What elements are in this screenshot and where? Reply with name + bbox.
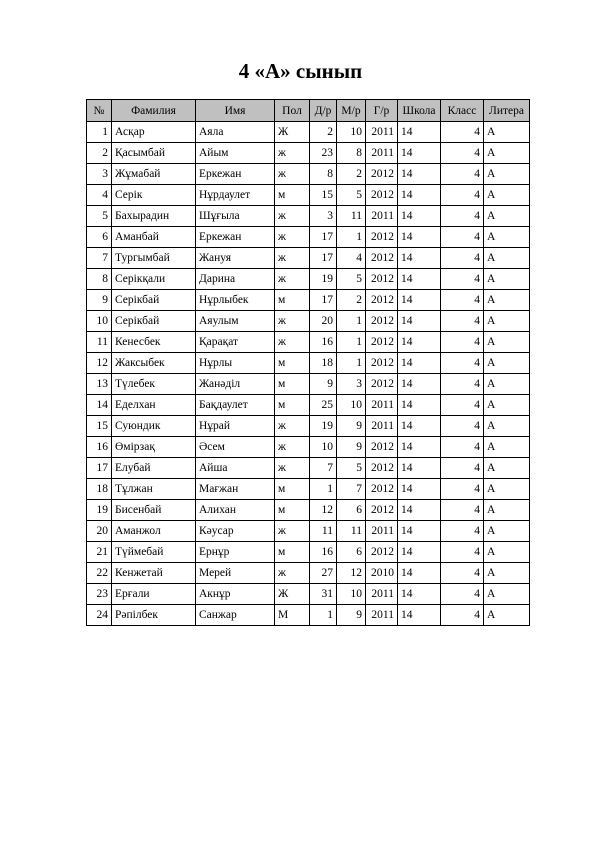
cell-letter: А bbox=[484, 206, 530, 227]
cell-birth-day: 20 bbox=[310, 311, 337, 332]
cell-class: 4 bbox=[441, 521, 484, 542]
cell-class: 4 bbox=[441, 563, 484, 584]
cell-birth-month: 11 bbox=[337, 521, 366, 542]
cell-surname: Өмірзақ bbox=[112, 437, 196, 458]
cell-class: 4 bbox=[441, 185, 484, 206]
cell-surname: Рәпілбек bbox=[112, 605, 196, 626]
cell-number: 13 bbox=[87, 374, 112, 395]
cell-birth-year: 2012 bbox=[366, 437, 398, 458]
cell-gender: ж bbox=[275, 164, 310, 185]
cell-birth-year: 2011 bbox=[366, 584, 398, 605]
cell-gender: ж bbox=[275, 332, 310, 353]
cell-school: 14 bbox=[398, 122, 441, 143]
cell-birth-day: 17 bbox=[310, 227, 337, 248]
cell-gender: м bbox=[275, 542, 310, 563]
cell-name: Алихан bbox=[196, 500, 275, 521]
table-row bbox=[87, 353, 530, 374]
cell-surname: Бисенбай bbox=[112, 500, 196, 521]
cell-class: 4 bbox=[441, 143, 484, 164]
cell-class: 4 bbox=[441, 269, 484, 290]
cell-school: 14 bbox=[398, 206, 441, 227]
cell-surname: Елубай bbox=[112, 458, 196, 479]
table-row bbox=[87, 542, 530, 563]
cell-letter: А bbox=[484, 584, 530, 605]
cell-class: 4 bbox=[441, 311, 484, 332]
table-row bbox=[87, 521, 530, 542]
cell-surname: Жаксыбек bbox=[112, 353, 196, 374]
cell-letter: А bbox=[484, 605, 530, 626]
cell-number: 12 bbox=[87, 353, 112, 374]
cell-surname: Серікқали bbox=[112, 269, 196, 290]
cell-letter: А bbox=[484, 416, 530, 437]
cell-number: 22 bbox=[87, 563, 112, 584]
cell-number: 7 bbox=[87, 248, 112, 269]
cell-gender: м bbox=[275, 479, 310, 500]
cell-letter: А bbox=[484, 227, 530, 248]
cell-birth-day: 18 bbox=[310, 353, 337, 374]
cell-name: Аяулым bbox=[196, 311, 275, 332]
table-header-row bbox=[87, 100, 530, 122]
cell-surname: Кенжетай bbox=[112, 563, 196, 584]
cell-school: 14 bbox=[398, 437, 441, 458]
cell-name: Нұрдаулет bbox=[196, 185, 275, 206]
cell-birth-month: 1 bbox=[337, 332, 366, 353]
cell-name: Айша bbox=[196, 458, 275, 479]
cell-name: Бақдаулет bbox=[196, 395, 275, 416]
cell-school: 14 bbox=[398, 185, 441, 206]
cell-surname: Еделхан bbox=[112, 395, 196, 416]
cell-birth-month: 5 bbox=[337, 458, 366, 479]
cell-gender: м bbox=[275, 353, 310, 374]
cell-surname: Аманжол bbox=[112, 521, 196, 542]
table-row bbox=[87, 479, 530, 500]
cell-birth-month: 6 bbox=[337, 542, 366, 563]
cell-birth-day: 15 bbox=[310, 185, 337, 206]
cell-class: 4 bbox=[441, 437, 484, 458]
cell-birth-year: 2012 bbox=[366, 500, 398, 521]
cell-birth-year: 2012 bbox=[366, 227, 398, 248]
cell-gender: м bbox=[275, 374, 310, 395]
cell-number: 19 bbox=[87, 500, 112, 521]
cell-name: Санжар bbox=[196, 605, 275, 626]
cell-birth-month: 9 bbox=[337, 416, 366, 437]
cell-gender: Ж bbox=[275, 584, 310, 605]
cell-gender: ж bbox=[275, 269, 310, 290]
cell-birth-year: 2011 bbox=[366, 416, 398, 437]
column-header-number: № bbox=[87, 100, 112, 122]
cell-surname: Асқар bbox=[112, 122, 196, 143]
cell-birth-day: 16 bbox=[310, 542, 337, 563]
cell-birth-month: 8 bbox=[337, 143, 366, 164]
cell-class: 4 bbox=[441, 227, 484, 248]
cell-school: 14 bbox=[398, 353, 441, 374]
cell-number: 5 bbox=[87, 206, 112, 227]
page-title: 4 «А» сынып bbox=[238, 59, 363, 83]
cell-class: 4 bbox=[441, 458, 484, 479]
cell-letter: А bbox=[484, 164, 530, 185]
cell-class: 4 bbox=[441, 374, 484, 395]
cell-birth-day: 19 bbox=[310, 416, 337, 437]
column-header-school: Школа bbox=[398, 100, 441, 122]
cell-gender: ж bbox=[275, 416, 310, 437]
cell-name: Кәусар bbox=[196, 521, 275, 542]
cell-name: Айым bbox=[196, 143, 275, 164]
cell-school: 14 bbox=[398, 563, 441, 584]
cell-birth-month: 3 bbox=[337, 374, 366, 395]
cell-birth-day: 9 bbox=[310, 374, 337, 395]
cell-number: 24 bbox=[87, 605, 112, 626]
table-row bbox=[87, 584, 530, 605]
cell-birth-year: 2012 bbox=[366, 542, 398, 563]
cell-letter: А bbox=[484, 437, 530, 458]
table-row bbox=[87, 458, 530, 479]
cell-birth-month: 6 bbox=[337, 500, 366, 521]
cell-letter: А bbox=[484, 248, 530, 269]
cell-birth-day: 1 bbox=[310, 479, 337, 500]
table-row bbox=[87, 374, 530, 395]
table-row bbox=[87, 143, 530, 164]
table-row bbox=[87, 311, 530, 332]
cell-class: 4 bbox=[441, 164, 484, 185]
cell-letter: А bbox=[484, 332, 530, 353]
cell-gender: м bbox=[275, 185, 310, 206]
cell-gender: ж bbox=[275, 521, 310, 542]
cell-number: 3 bbox=[87, 164, 112, 185]
cell-birth-year: 2011 bbox=[366, 521, 398, 542]
cell-school: 14 bbox=[398, 605, 441, 626]
cell-surname: Түлебек bbox=[112, 374, 196, 395]
cell-school: 14 bbox=[398, 416, 441, 437]
cell-name: Нұрлы bbox=[196, 353, 275, 374]
cell-gender: м bbox=[275, 395, 310, 416]
table-row bbox=[87, 185, 530, 206]
table-row bbox=[87, 206, 530, 227]
cell-number: 20 bbox=[87, 521, 112, 542]
cell-number: 23 bbox=[87, 584, 112, 605]
cell-class: 4 bbox=[441, 500, 484, 521]
cell-birth-month: 9 bbox=[337, 437, 366, 458]
cell-birth-year: 2012 bbox=[366, 311, 398, 332]
cell-birth-day: 8 bbox=[310, 164, 337, 185]
cell-gender: ж bbox=[275, 458, 310, 479]
cell-birth-month: 12 bbox=[337, 563, 366, 584]
cell-name: Ернұр bbox=[196, 542, 275, 563]
cell-letter: А bbox=[484, 521, 530, 542]
cell-birth-year: 2012 bbox=[366, 164, 398, 185]
cell-birth-year: 2012 bbox=[366, 290, 398, 311]
cell-class: 4 bbox=[441, 395, 484, 416]
cell-class: 4 bbox=[441, 542, 484, 563]
cell-birth-day: 17 bbox=[310, 290, 337, 311]
cell-class: 4 bbox=[441, 206, 484, 227]
cell-name: Еркежан bbox=[196, 227, 275, 248]
cell-birth-year: 2011 bbox=[366, 122, 398, 143]
cell-number: 18 bbox=[87, 479, 112, 500]
cell-birth-month: 11 bbox=[337, 206, 366, 227]
cell-birth-year: 2012 bbox=[366, 332, 398, 353]
cell-school: 14 bbox=[398, 542, 441, 563]
cell-letter: А bbox=[484, 290, 530, 311]
table-row bbox=[87, 269, 530, 290]
cell-birth-month: 4 bbox=[337, 248, 366, 269]
cell-birth-day: 7 bbox=[310, 458, 337, 479]
cell-gender: ж bbox=[275, 206, 310, 227]
cell-gender: ж bbox=[275, 143, 310, 164]
cell-class: 4 bbox=[441, 479, 484, 500]
cell-name: Еркежан bbox=[196, 164, 275, 185]
cell-letter: А bbox=[484, 374, 530, 395]
cell-number: 17 bbox=[87, 458, 112, 479]
column-header-birth-year: Г/р bbox=[366, 100, 398, 122]
cell-school: 14 bbox=[398, 374, 441, 395]
cell-school: 14 bbox=[398, 269, 441, 290]
cell-name: Қарақат bbox=[196, 332, 275, 353]
cell-birth-month: 1 bbox=[337, 227, 366, 248]
cell-name: Мағжан bbox=[196, 479, 275, 500]
cell-gender: м bbox=[275, 290, 310, 311]
cell-birth-month: 10 bbox=[337, 395, 366, 416]
cell-birth-month: 1 bbox=[337, 353, 366, 374]
cell-number: 14 bbox=[87, 395, 112, 416]
cell-letter: А bbox=[484, 353, 530, 374]
cell-gender: ж bbox=[275, 248, 310, 269]
cell-letter: А bbox=[484, 458, 530, 479]
cell-name: Дарина bbox=[196, 269, 275, 290]
cell-letter: А bbox=[484, 479, 530, 500]
table-row bbox=[87, 248, 530, 269]
column-header-name: Имя bbox=[196, 100, 275, 122]
cell-letter: А bbox=[484, 542, 530, 563]
column-header-letter: Литера bbox=[484, 100, 530, 122]
cell-surname: Бахырадин bbox=[112, 206, 196, 227]
cell-birth-year: 2011 bbox=[366, 395, 398, 416]
cell-birth-day: 1 bbox=[310, 605, 337, 626]
cell-number: 9 bbox=[87, 290, 112, 311]
cell-number: 21 bbox=[87, 542, 112, 563]
table-row bbox=[87, 332, 530, 353]
cell-letter: А bbox=[484, 143, 530, 164]
cell-class: 4 bbox=[441, 290, 484, 311]
cell-birth-day: 10 bbox=[310, 437, 337, 458]
table-row bbox=[87, 437, 530, 458]
table-row bbox=[87, 500, 530, 521]
column-header-surname: Фамилия bbox=[112, 100, 196, 122]
cell-class: 4 bbox=[441, 122, 484, 143]
cell-birth-year: 2012 bbox=[366, 185, 398, 206]
cell-surname: Кенесбек bbox=[112, 332, 196, 353]
cell-birth-day: 16 bbox=[310, 332, 337, 353]
cell-birth-month: 10 bbox=[337, 122, 366, 143]
table-row bbox=[87, 290, 530, 311]
cell-letter: А bbox=[484, 395, 530, 416]
cell-school: 14 bbox=[398, 521, 441, 542]
cell-gender: м bbox=[275, 500, 310, 521]
cell-birth-month: 7 bbox=[337, 479, 366, 500]
cell-number: 4 bbox=[87, 185, 112, 206]
cell-number: 6 bbox=[87, 227, 112, 248]
cell-name: Жануя bbox=[196, 248, 275, 269]
cell-letter: А bbox=[484, 311, 530, 332]
cell-school: 14 bbox=[398, 584, 441, 605]
cell-school: 14 bbox=[398, 500, 441, 521]
cell-birth-year: 2011 bbox=[366, 605, 398, 626]
column-header-gender: Пол bbox=[275, 100, 310, 122]
cell-school: 14 bbox=[398, 458, 441, 479]
table-row bbox=[87, 416, 530, 437]
cell-school: 14 bbox=[398, 332, 441, 353]
cell-birth-year: 2012 bbox=[366, 479, 398, 500]
cell-birth-day: 12 bbox=[310, 500, 337, 521]
cell-school: 14 bbox=[398, 311, 441, 332]
cell-class: 4 bbox=[441, 584, 484, 605]
cell-birth-year: 2012 bbox=[366, 353, 398, 374]
cell-birth-year: 2011 bbox=[366, 206, 398, 227]
cell-letter: А bbox=[484, 185, 530, 206]
cell-surname: Аманбай bbox=[112, 227, 196, 248]
class-list-table bbox=[86, 99, 530, 626]
column-header-birth-month: М/р bbox=[337, 100, 366, 122]
cell-birth-year: 2010 bbox=[366, 563, 398, 584]
cell-surname: Серікбай bbox=[112, 311, 196, 332]
cell-school: 14 bbox=[398, 395, 441, 416]
cell-school: 14 bbox=[398, 479, 441, 500]
cell-surname: Тургымбай bbox=[112, 248, 196, 269]
cell-birth-year: 2012 bbox=[366, 248, 398, 269]
table-row bbox=[87, 164, 530, 185]
cell-birth-day: 17 bbox=[310, 248, 337, 269]
cell-name: Аяла bbox=[196, 122, 275, 143]
cell-gender: ж bbox=[275, 311, 310, 332]
cell-surname: Суюндик bbox=[112, 416, 196, 437]
cell-class: 4 bbox=[441, 248, 484, 269]
cell-birth-year: 2012 bbox=[366, 269, 398, 290]
cell-birth-month: 2 bbox=[337, 164, 366, 185]
table-row bbox=[87, 605, 530, 626]
cell-number: 10 bbox=[87, 311, 112, 332]
cell-birth-day: 3 bbox=[310, 206, 337, 227]
cell-class: 4 bbox=[441, 605, 484, 626]
cell-name: Акнұр bbox=[196, 584, 275, 605]
cell-letter: А bbox=[484, 563, 530, 584]
cell-birth-day: 31 bbox=[310, 584, 337, 605]
cell-surname: Серікбай bbox=[112, 290, 196, 311]
cell-school: 14 bbox=[398, 227, 441, 248]
cell-birth-month: 1 bbox=[337, 311, 366, 332]
cell-surname: Қасымбай bbox=[112, 143, 196, 164]
cell-surname: Ерғали bbox=[112, 584, 196, 605]
cell-birth-day: 19 bbox=[310, 269, 337, 290]
cell-number: 16 bbox=[87, 437, 112, 458]
cell-letter: А bbox=[484, 269, 530, 290]
cell-letter: А bbox=[484, 500, 530, 521]
cell-number: 8 bbox=[87, 269, 112, 290]
cell-surname: Серік bbox=[112, 185, 196, 206]
cell-birth-day: 2 bbox=[310, 122, 337, 143]
cell-name: Әсем bbox=[196, 437, 275, 458]
cell-birth-month: 5 bbox=[337, 269, 366, 290]
cell-birth-day: 25 bbox=[310, 395, 337, 416]
cell-name: Нұрлыбек bbox=[196, 290, 275, 311]
table-row bbox=[87, 563, 530, 584]
cell-school: 14 bbox=[398, 143, 441, 164]
column-header-class: Класс bbox=[441, 100, 484, 122]
cell-class: 4 bbox=[441, 332, 484, 353]
cell-school: 14 bbox=[398, 290, 441, 311]
cell-number: 1 bbox=[87, 122, 112, 143]
cell-surname: Жұмабай bbox=[112, 164, 196, 185]
cell-letter: А bbox=[484, 122, 530, 143]
cell-gender: М bbox=[275, 605, 310, 626]
cell-birth-year: 2011 bbox=[366, 143, 398, 164]
cell-surname: Түймебай bbox=[112, 542, 196, 563]
cell-birth-day: 11 bbox=[310, 521, 337, 542]
cell-birth-month: 10 bbox=[337, 584, 366, 605]
cell-name: Жанәділ bbox=[196, 374, 275, 395]
cell-name: Нұрай bbox=[196, 416, 275, 437]
column-header-birth-day: Д/р bbox=[310, 100, 337, 122]
table-row bbox=[87, 122, 530, 143]
cell-birth-month: 2 bbox=[337, 290, 366, 311]
cell-school: 14 bbox=[398, 248, 441, 269]
cell-birth-year: 2012 bbox=[366, 374, 398, 395]
cell-birth-month: 5 bbox=[337, 185, 366, 206]
cell-name: Мерей bbox=[196, 563, 275, 584]
cell-surname: Тұлжан bbox=[112, 479, 196, 500]
cell-class: 4 bbox=[441, 416, 484, 437]
cell-gender: ж bbox=[275, 437, 310, 458]
cell-number: 15 bbox=[87, 416, 112, 437]
cell-number: 11 bbox=[87, 332, 112, 353]
cell-school: 14 bbox=[398, 164, 441, 185]
cell-gender: ж bbox=[275, 563, 310, 584]
cell-number: 2 bbox=[87, 143, 112, 164]
table-row bbox=[87, 227, 530, 248]
table-row bbox=[87, 395, 530, 416]
cell-birth-year: 2012 bbox=[366, 458, 398, 479]
cell-birth-day: 27 bbox=[310, 563, 337, 584]
cell-class: 4 bbox=[441, 353, 484, 374]
cell-name: Шұғыла bbox=[196, 206, 275, 227]
cell-birth-month: 9 bbox=[337, 605, 366, 626]
cell-birth-day: 23 bbox=[310, 143, 337, 164]
cell-gender: ж bbox=[275, 227, 310, 248]
cell-gender: Ж bbox=[275, 122, 310, 143]
